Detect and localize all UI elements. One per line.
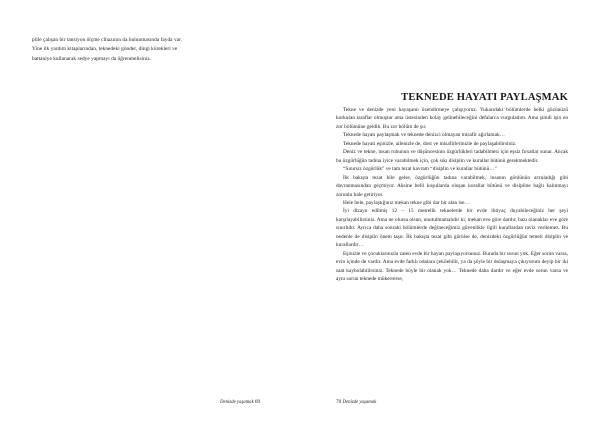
right-page-footer bbox=[336, 399, 376, 405]
paragraph: Tekne ve denizde yeni hayaşamı özendirmeye çalışıyoruz. Yukarıdaki bölümlerde belki gözünüzü korkutan taraflar olmuştur ama üstesinden kolay gelinebileceğini defalarca vurguladım. Ama şimdi işin en zor bölümüne geldik. Bu zor bölüm de şu: bbox=[336, 107, 568, 130]
left-page-footer bbox=[220, 399, 260, 405]
text-line: pille çalışan bir tansiyon ölçme cihazının da bulunmasında fayda var. bbox=[32, 37, 182, 43]
paragraph: “Sınırsız özgürlük” ve tam tezat kavram “disiplin ve kurallar bütünü…” bbox=[343, 166, 497, 173]
paragraph: İyi dizayn edilmiş 12 – 15 metrelik teknelerde bir evde ihtiyaç duyabileceğiniz her şeyi karşılayabilirsiniz. Ama ne olursa olsun, unutulmamalıdır ki, mekan eve göre dardır, bazı olanaklar eve göre sınırlıdır. Ayrıca daha sonraki bölümlerde değineceğimiz güvenlikle ilgili kurallardan taviz verilemez. Bu nedenle de disiplin önem taşır. İlk bakışta tezat gibi görülse de, denizdeki özgürlüğün temeli disiplin ve kurallardır… bbox=[336, 208, 568, 249]
paragraph: Deniz ve tekne, insan ruhunun ve düşüncesinin özgürlükleri tadabilmesi için eşsiz fırsatlar sunar. Ancak bu özgürlüğün tadına iyice varabilmek için, çok sıkı disiplin ve kurallar bütünü gerekmektedir. bbox=[336, 149, 568, 164]
paragraph: İlk bakışta tezat bile gelse, özgürlüğün tadına varabilmek, insanın gönlünün arzuladığı gibi davranmasından geçmiyor. Aksine belli koşullarda oluşan kurallar bütünü ve disipline bağlı kalınmayı zorunlu hale getiriyor. bbox=[336, 174, 568, 198]
footer-label: Denizde yaşamak bbox=[342, 400, 377, 405]
footer-label: Denizde yaşamak bbox=[220, 400, 254, 405]
text-line: battaniye kullanarak sedye yapmayı da öğrenmelisiniz. bbox=[32, 55, 152, 62]
text-line: Yine ilk yardım kitaplarından, teknedeki gönder, dingi kürekleri ve bbox=[32, 46, 178, 53]
chapter-body bbox=[336, 106, 568, 284]
chapter-title: TEKNEDE HAYATI PAYLAŞMAK bbox=[401, 92, 568, 103]
paragraph: Eşinizle ve çocuklarınızla zaten evde bir hayatı paylaşıyorsunuz. Burada bir sorun yok. Eğer sorun varsa, evin içinde de vardır. Ama evde farklı odalara çekilebilir, ya da şöyle bir dolaşmaya çıkıyorum deyip bir iki saat kaybolabilirsiniz. Teknede böyle bir olanak yok… Teknede daha dardır ve eğer evde sorun varsa ve aynı sorun teknede mükerrerse, bbox=[336, 250, 568, 283]
paragraph: Hele hele, paylaştığınız mekan tekne gibi dar bir alan ise… bbox=[343, 199, 470, 206]
page-number: 70 bbox=[336, 399, 342, 405]
paragraph: Teknede hayatı paylaşmak ve teknede denizci olmayan misafir ağırlamak… bbox=[343, 132, 505, 139]
paragraph: Teknede hayatı eşinizle, ailenizle de, dost ve misafirlerinizle de paylaşabilirsiniz. bbox=[343, 140, 517, 147]
left-page-text bbox=[32, 36, 264, 64]
page-number: 69 bbox=[254, 399, 261, 405]
